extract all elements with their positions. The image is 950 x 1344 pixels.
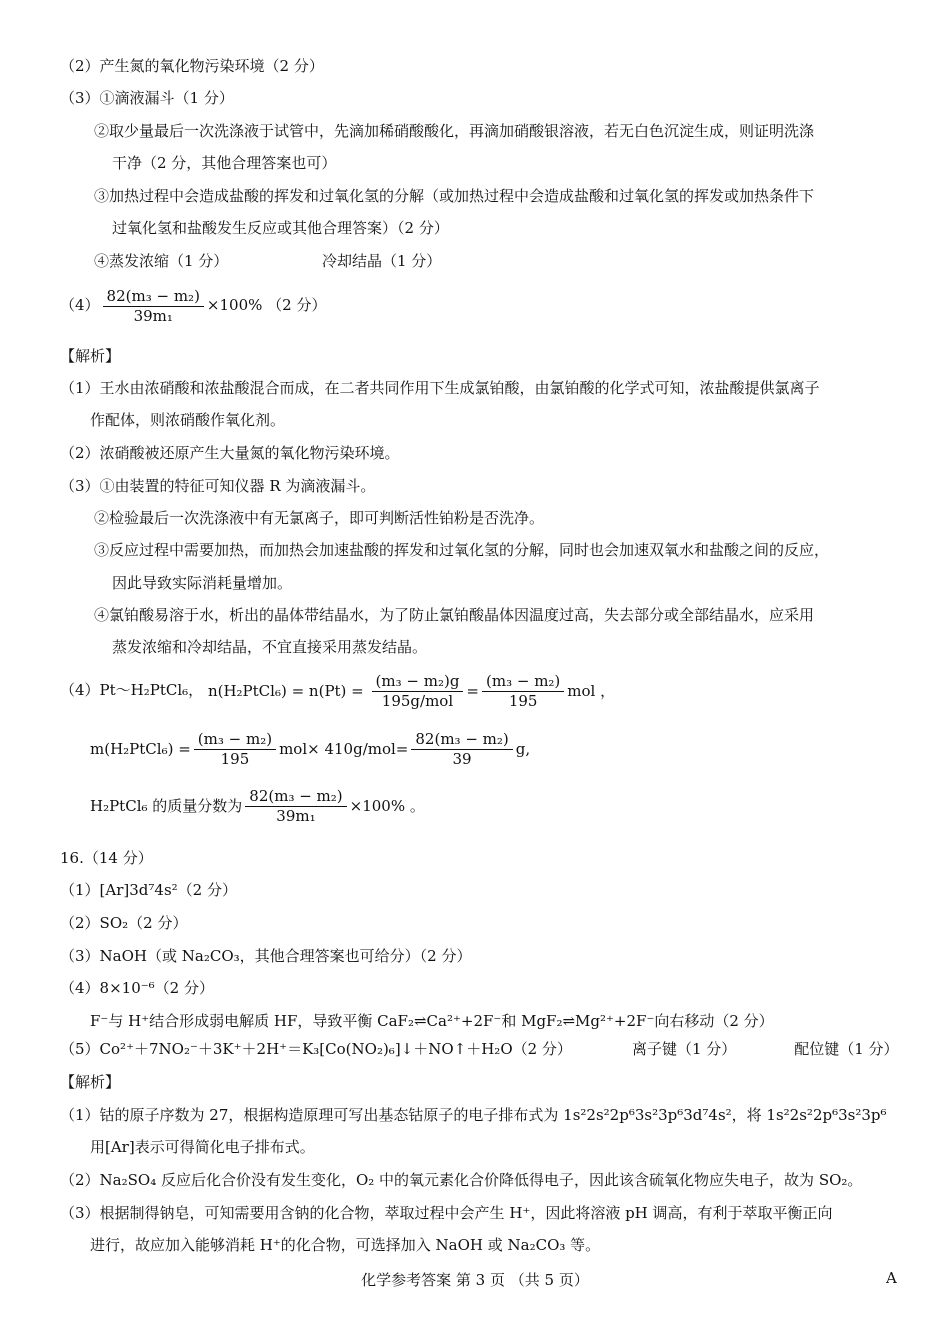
fraction-numerator: 82(m₃ − m₂) <box>411 730 512 750</box>
analysis2-p1b: 用[Ar]表示可得简化电子排布式。 <box>90 1138 315 1156</box>
answer-q3-3a: ③加热过程中会造成盐酸的挥发和过氧化氢的分解（或加热过程中会造成盐酸和过氧化氢的挥发或加热条件下 <box>94 187 815 205</box>
analysis1-p3-4a: ④氯铂酸易溶于水，析出的晶体带结晶水，为了防止氯铂酸晶体因温度过高，失去部分或全部结晶水，应采用 <box>94 606 815 624</box>
eq1-fraction-1 <box>372 672 464 711</box>
analysis1-p3-4b: 蒸发浓缩和冷却结晶，不宜直接采用蒸发结晶。 <box>112 638 428 656</box>
eq1-equals: = <box>466 682 479 700</box>
analysis1-eq1 <box>60 670 615 711</box>
eq2-fraction-1 <box>194 730 276 769</box>
fraction-denominator: 39m₁ <box>133 306 173 325</box>
fraction-denominator: 195 <box>220 749 250 768</box>
q16-answer-3: （3）NaOH（或 Na₂CO₃，其他合理答案也可给分）（2 分） <box>60 947 472 965</box>
eq2-left: m(H₂PtCl₆) = <box>90 740 191 758</box>
answer-q4-prefix: （4） <box>60 296 100 314</box>
answer-q3-4a: ④蒸发浓缩（1 分） <box>94 252 229 270</box>
analysis-heading: 【解析】 <box>60 1073 121 1091</box>
analysis2-p2: （2）Na₂SO₄ 反应后化合价没有发生变化，O₂ 中的氧元素化合价降低得电子，因此该含硫氧化物应失电子，故为 SO₂。 <box>60 1171 863 1189</box>
q16-answer-4: （4）8×10⁻⁶（2 分） <box>60 979 214 997</box>
fraction-denominator: 195 <box>508 691 538 710</box>
answer-q4 <box>60 285 326 326</box>
analysis1-p1b: 作配体，则浓硝酸作氧化剂。 <box>90 411 286 429</box>
analysis1-p3-3b: 因此导致实际消耗量增加。 <box>112 574 293 592</box>
analysis2-p1a: （1）钴的原子序数为 27，根据构造原理可写出基态钴原子的电子排布式为 1s²2s²2p⁶3s²3p⁶3d⁷4s²，将 1s²2s²2p⁶3s²3p⁶ <box>60 1106 887 1124</box>
analysis1-p3-2: ②检验最后一次洗涤液中有无氯离子，即可判断活性铂粉是否洗净。 <box>94 509 545 527</box>
eq2-fraction-2 <box>411 730 512 769</box>
answer-q4-tail: ×100% <box>206 296 263 314</box>
fraction-numerator: 82(m₃ − m₂) <box>245 787 346 807</box>
page-footer: 化学参考答案 第 3 页 （共 5 页） <box>361 1271 589 1289</box>
q16-answer-5-equation: （5）Co²⁺＋7NO₂⁻＋3K⁺＋2H⁺＝K₃[Co(NO₂)₆]↓＋NO↑＋H₂O（2 分） <box>60 1040 572 1058</box>
eq1-left: n(H₂PtCl₆) = n(Pt) = <box>207 682 364 700</box>
eq1-tail: mol ， <box>567 682 616 700</box>
q16-answer-5-coordinate: 配位键（1 分） <box>794 1040 899 1058</box>
q16-answer-5 <box>60 1039 899 1059</box>
answer-q2: （2）产生氮的氧化物污染环境（2 分） <box>60 57 324 75</box>
answer-q3-4b: 冷却结晶（1 分） <box>322 252 442 270</box>
analysis1-p1a: （1）王水由浓硝酸和浓盐酸混合而成，在二者共同作用下生成氯铂酸，由氯铂酸的化学式可知，浓盐酸提供氯离子 <box>60 379 820 397</box>
analysis1-eq3 <box>90 785 425 826</box>
answer-q4-fraction <box>103 287 204 326</box>
eq1-fraction-2 <box>482 672 564 711</box>
analysis2-p3b: 进行，故应加入能够消耗 H⁺的化合物，可选择加入 NaOH 或 Na₂CO₃ 等。 <box>90 1236 601 1254</box>
analysis-heading: 【解析】 <box>60 347 121 365</box>
answer-q3-2b: 干净（2 分，其他合理答案也可） <box>112 154 337 172</box>
fraction-denominator: 39 <box>452 749 472 768</box>
eq2-tail: g, <box>515 740 531 758</box>
answer-q4-score: （2 分） <box>267 296 327 314</box>
eq2-mid: mol× 410g/mol= <box>279 740 409 758</box>
analysis1-p3-3a: ③反应过程中需要加热，而加热会加速盐酸的挥发和过氧化氢的分解，同时也会加速双氧水和盐酸之间的反应， <box>94 541 830 559</box>
eq3-left: H₂PtCl₆ 的质量分数为 <box>90 797 243 815</box>
eq3-tail: ×100% 。 <box>349 797 425 815</box>
fraction-denominator: 195g/mol <box>381 691 454 710</box>
answer-q3-2a: ②取少量最后一次洗涤液于试管中，先滴加稀硝酸酸化，再滴加硝酸银溶液，若无白色沉淀生成，则证明洗涤 <box>94 122 815 140</box>
eq1-prefix: （4）Pt～H₂PtCl₆， <box>60 681 204 699</box>
q16-answer-1: （1）[Ar]3d⁷4s²（2 分） <box>60 881 237 899</box>
q16-title: 16.（14 分） <box>60 849 153 867</box>
answer-q3-1: （3）①滴液漏斗（1 分） <box>60 89 234 107</box>
eq3-fraction <box>245 787 346 826</box>
fraction-denominator: 39m₁ <box>276 806 316 825</box>
q16-answer-2: （2）SO₂（2 分） <box>60 914 188 932</box>
fraction-numerator: (m₃ − m₂) <box>194 730 276 750</box>
analysis1-p2: （2）浓硝酸被还原产生大量氮的氧化物污染环境。 <box>60 444 400 462</box>
fraction-numerator: 82(m₃ − m₂) <box>103 287 204 307</box>
q16-answer-5-ionic: 离子键（1 分） <box>631 1040 737 1058</box>
fraction-numerator: (m₃ − m₂)g <box>372 672 464 692</box>
version-letter: A <box>886 1269 897 1287</box>
q16-answer-4b: F⁻与 H⁺结合形成弱电解质 HF，导致平衡 CaF₂⇌Ca²⁺+2F⁻和 MgF₂⇌Mg²⁺+2F⁻向右移动（2 分） <box>90 1012 774 1030</box>
analysis1-eq2 <box>90 728 530 769</box>
answer-q3-3b: 过氧化氢和盐酸发生反应或其他合理答案）（2 分） <box>112 219 449 237</box>
fraction-numerator: (m₃ − m₂) <box>482 672 564 692</box>
analysis2-p3a: （3）根据制得钠皂，可知需要用含钠的化合物，萃取过程中会产生 H⁺，因此将溶液 pH 调高，有利于萃取平衡正向 <box>60 1204 833 1222</box>
analysis1-p3-1: （3）①由装置的特征可知仪器 R 为滴液漏斗。 <box>60 477 376 495</box>
